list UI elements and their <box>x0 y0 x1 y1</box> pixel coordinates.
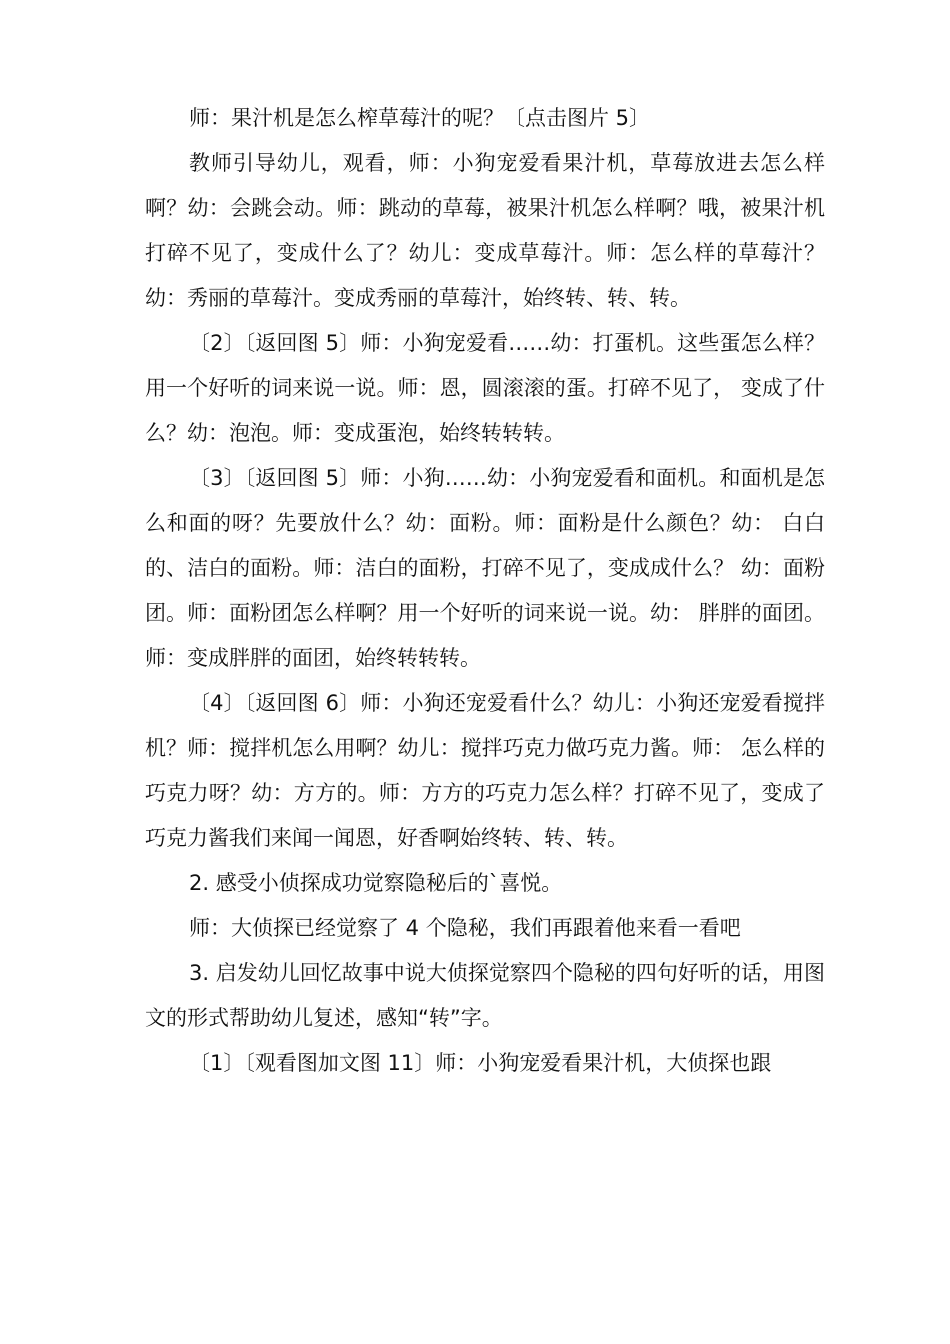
paragraph-9: 〔1〕〔观看图加文图 11〕师：小狗宠爱看果汁机，大侦探也跟 <box>189 1051 772 1075</box>
paragraph-1: 师：果汁机是怎么榨草莓汁的呢？〔点击图片 5〕 <box>189 106 651 130</box>
paragraph-7: 师：大侦探已经觉察了 4 个隐秘，我们再跟着他来看一看吧 <box>189 916 741 940</box>
paragraph-8: 3. 启发幼儿回忆故事中说大侦探觉察四个隐秘的四句好听的话，用图文的形式帮助幼儿复述，感知“转”字。 <box>145 961 825 1030</box>
paragraph-2: 教师引导幼儿，观看，师：小狗宠爱看果汁机，草莓放进去怎么样啊？幼：会跳会动。师：跳动的草莓，被果汁机怎么样啊？哦，被果汁机打碎不见了，变成什么了？幼儿：变成草莓汁。师：怎么样的草莓汁？幼：秀丽的草莓汁。变成秀丽的草莓汁，始终转、转、转。 <box>145 151 825 310</box>
document-body <box>145 96 825 1086</box>
paragraph-3: 〔2〕〔返回图 5〕师：小狗宠爱看……幼：打蛋机。这些蛋怎么样？用一个好听的词来说一说。师：恩，圆滚滚的蛋。打碎不见了， 变成了什么？幼：泡泡。师：变成蛋泡，始终转转转。 <box>145 331 825 445</box>
paragraph-6: 2. 感受小侦探成功觉察隐秘后的`喜悦。 <box>189 871 563 895</box>
paragraph-5: 〔4〕〔返回图 6〕师：小狗还宠爱看什么？幼儿：小狗还宠爱看搅拌机？师：搅拌机怎么用啊？幼儿：搅拌巧克力做巧克力酱。师： 怎么样的巧克力呀？幼：方方的。师：方方的巧克力怎么样？打碎不见了，变成了巧克力酱我们来闻一闻恩，好香啊始终转、转、转。 <box>145 691 825 850</box>
paragraph-4: 〔3〕〔返回图 5〕师：小狗……幼：小狗宠爱看和面机。和面机是怎么和面的呀？先要放什么？幼：面粉。师：面粉是什么颜色？幼： 白白的、洁白的面粉。师：洁白的面粉，打碎不见了，变成成什么？ 幼：面粉团。师：面粉团怎么样啊？用一个好听的词来说一说。幼： 胖胖的面团。师：变成胖胖的面团，始终转转转。 <box>145 466 825 670</box>
